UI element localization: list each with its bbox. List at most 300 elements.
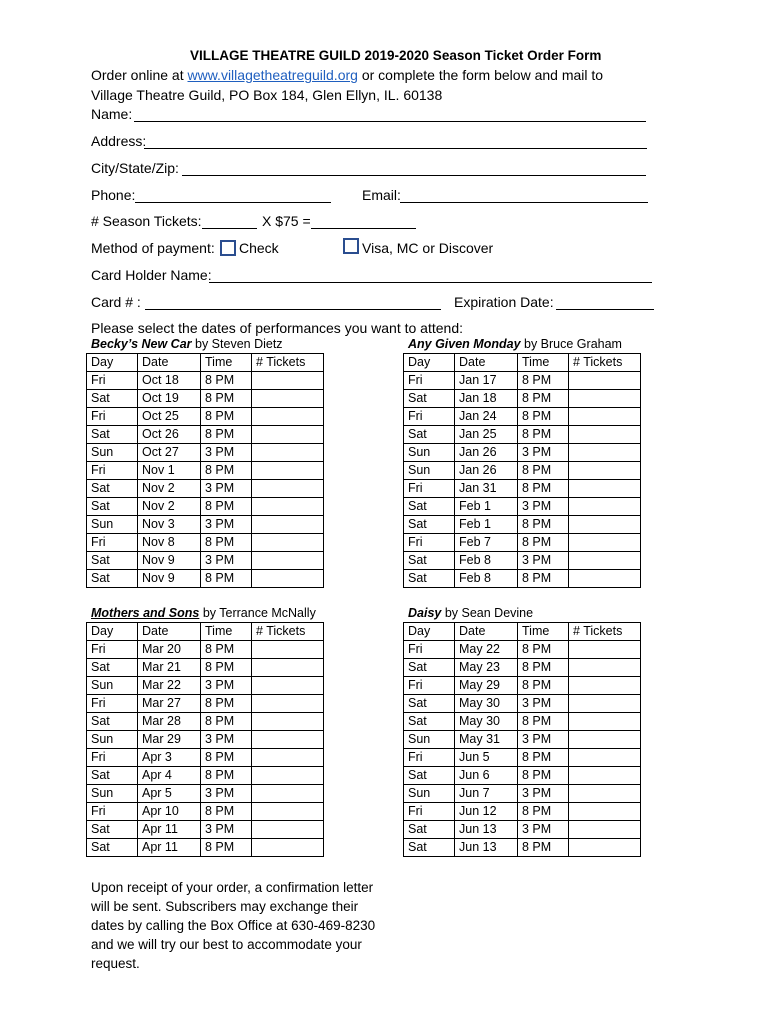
column-header: Day bbox=[87, 623, 138, 641]
check-checkbox[interactable] bbox=[220, 240, 236, 256]
performance-table bbox=[86, 622, 324, 857]
time-cell: 3 PM bbox=[201, 516, 252, 534]
time-cell: 3 PM bbox=[201, 480, 252, 498]
time-cell: 8 PM bbox=[201, 659, 252, 677]
table-header-row bbox=[404, 354, 641, 372]
time-cell: 8 PM bbox=[201, 372, 252, 390]
date-cell: Jun 7 bbox=[455, 785, 518, 803]
date-cell: Nov 9 bbox=[138, 570, 201, 588]
date-cell: Mar 28 bbox=[138, 713, 201, 731]
day-cell: Sun bbox=[404, 785, 455, 803]
column-header: # Tickets bbox=[569, 354, 641, 372]
column-header: Time bbox=[201, 354, 252, 372]
day-cell: Sat bbox=[87, 821, 138, 839]
time-cell: 3 PM bbox=[201, 785, 252, 803]
table-header-row bbox=[87, 623, 324, 641]
check-label: Check bbox=[239, 240, 279, 256]
time-cell: 3 PM bbox=[201, 821, 252, 839]
time-cell: 8 PM bbox=[518, 767, 569, 785]
tickets-input-cell[interactable] bbox=[252, 659, 324, 677]
time-cell: 8 PM bbox=[201, 695, 252, 713]
date-cell: May 30 bbox=[455, 713, 518, 731]
table-row bbox=[87, 498, 324, 516]
date-cell: Feb 7 bbox=[455, 534, 518, 552]
tickets-input-cell[interactable] bbox=[252, 695, 324, 713]
table-row bbox=[404, 570, 641, 588]
day-cell: Sat bbox=[87, 713, 138, 731]
website-link[interactable]: www.villagetheatreguild.org bbox=[187, 67, 358, 83]
time-cell: 3 PM bbox=[518, 821, 569, 839]
tickets-input-cell[interactable] bbox=[252, 731, 324, 749]
day-cell: Sun bbox=[87, 677, 138, 695]
table-row bbox=[404, 408, 641, 426]
date-cell: Jan 17 bbox=[455, 372, 518, 390]
total-field[interactable] bbox=[311, 228, 416, 229]
time-cell: 8 PM bbox=[518, 390, 569, 408]
mail-address: Village Theatre Guild, PO Box 184, Glen Ellyn, IL. 60138 bbox=[91, 87, 443, 103]
table-row bbox=[404, 462, 641, 480]
date-cell: Mar 21 bbox=[138, 659, 201, 677]
time-cell: 8 PM bbox=[201, 462, 252, 480]
date-cell: Nov 8 bbox=[138, 534, 201, 552]
day-cell: Sat bbox=[404, 767, 455, 785]
date-cell: Nov 2 bbox=[138, 498, 201, 516]
time-cell: 8 PM bbox=[201, 390, 252, 408]
show-title: Becky’s New Car bbox=[91, 337, 192, 351]
time-cell: 8 PM bbox=[518, 426, 569, 444]
tickets-input-cell[interactable] bbox=[252, 498, 324, 516]
date-cell: Jan 26 bbox=[455, 444, 518, 462]
column-header: Time bbox=[518, 354, 569, 372]
tickets-input-cell[interactable] bbox=[252, 570, 324, 588]
tickets-input-cell[interactable] bbox=[252, 749, 324, 767]
tickets-input-cell[interactable] bbox=[569, 839, 641, 857]
table-row bbox=[87, 390, 324, 408]
address-label: Address: bbox=[91, 133, 147, 149]
day-cell: Sat bbox=[404, 552, 455, 570]
time-cell: 8 PM bbox=[201, 570, 252, 588]
time-cell: 8 PM bbox=[518, 659, 569, 677]
date-cell: Apr 10 bbox=[138, 803, 201, 821]
date-cell: Apr 5 bbox=[138, 785, 201, 803]
city-label: City/State/Zip: bbox=[91, 160, 179, 176]
table-row bbox=[87, 426, 324, 444]
date-cell: Feb 8 bbox=[455, 552, 518, 570]
time-cell: 8 PM bbox=[518, 480, 569, 498]
time-cell: 8 PM bbox=[518, 713, 569, 731]
table-row bbox=[87, 444, 324, 462]
table-row bbox=[87, 570, 324, 588]
day-cell: Fri bbox=[404, 408, 455, 426]
time-cell: 8 PM bbox=[201, 641, 252, 659]
time-cell: 3 PM bbox=[201, 444, 252, 462]
tickets-input-cell[interactable] bbox=[569, 534, 641, 552]
day-cell: Sat bbox=[87, 426, 138, 444]
day-cell: Sat bbox=[404, 839, 455, 857]
day-cell: Sat bbox=[404, 390, 455, 408]
column-header: # Tickets bbox=[252, 354, 324, 372]
expiration-label: Expiration Date: bbox=[454, 294, 554, 310]
date-cell: Feb 1 bbox=[455, 498, 518, 516]
day-cell: Fri bbox=[404, 480, 455, 498]
table-row bbox=[404, 641, 641, 659]
select-prompt: Please select the dates of performances you want to attend: bbox=[91, 320, 463, 336]
day-cell: Fri bbox=[404, 677, 455, 695]
table-row bbox=[87, 408, 324, 426]
tickets-input-cell[interactable] bbox=[569, 552, 641, 570]
column-header: Time bbox=[518, 623, 569, 641]
show-title: Any Given Monday bbox=[408, 337, 521, 351]
email-field[interactable] bbox=[400, 202, 648, 203]
card-checkbox[interactable] bbox=[343, 238, 359, 254]
tickets-input-cell[interactable] bbox=[569, 731, 641, 749]
table-row bbox=[404, 534, 641, 552]
expiration-field[interactable] bbox=[556, 309, 654, 310]
table-row bbox=[404, 659, 641, 677]
day-cell: Sun bbox=[87, 731, 138, 749]
phone-field[interactable] bbox=[135, 202, 331, 203]
table-row bbox=[404, 498, 641, 516]
time-cell: 8 PM bbox=[201, 767, 252, 785]
table-row bbox=[87, 821, 324, 839]
card-holder-field[interactable] bbox=[209, 282, 652, 283]
time-cell: 8 PM bbox=[518, 534, 569, 552]
column-header: Time bbox=[201, 623, 252, 641]
tickets-input-cell[interactable] bbox=[252, 390, 324, 408]
date-cell: Feb 8 bbox=[455, 570, 518, 588]
tickets-input-cell[interactable] bbox=[569, 498, 641, 516]
season-tickets-field[interactable] bbox=[202, 228, 257, 229]
day-cell: Sat bbox=[87, 570, 138, 588]
tickets-input-cell[interactable] bbox=[569, 821, 641, 839]
day-cell: Sat bbox=[87, 552, 138, 570]
tickets-input-cell[interactable] bbox=[252, 713, 324, 731]
show-title: Mothers and Sons bbox=[91, 606, 200, 620]
tickets-input-cell[interactable] bbox=[569, 641, 641, 659]
time-cell: 8 PM bbox=[201, 713, 252, 731]
date-cell: Oct 26 bbox=[138, 426, 201, 444]
day-cell: Fri bbox=[87, 534, 138, 552]
table-row bbox=[87, 480, 324, 498]
date-cell: Nov 9 bbox=[138, 552, 201, 570]
date-cell: Oct 27 bbox=[138, 444, 201, 462]
day-cell: Fri bbox=[87, 641, 138, 659]
day-cell: Sat bbox=[87, 659, 138, 677]
day-cell: Fri bbox=[404, 749, 455, 767]
table-row bbox=[404, 390, 641, 408]
day-cell: Fri bbox=[87, 803, 138, 821]
email-label: Email: bbox=[362, 187, 401, 203]
day-cell: Fri bbox=[87, 462, 138, 480]
time-cell: 8 PM bbox=[518, 677, 569, 695]
tickets-input-cell[interactable] bbox=[252, 462, 324, 480]
tickets-input-cell[interactable] bbox=[569, 480, 641, 498]
tickets-input-cell[interactable] bbox=[569, 372, 641, 390]
date-cell: Apr 11 bbox=[138, 821, 201, 839]
card-holder-label: Card Holder Name: bbox=[91, 267, 212, 283]
tickets-input-cell[interactable] bbox=[252, 534, 324, 552]
order-suffix: or complete the form below and mail to bbox=[357, 67, 604, 83]
date-cell: Mar 20 bbox=[138, 641, 201, 659]
performance-table bbox=[403, 353, 641, 588]
date-cell: Jan 18 bbox=[455, 390, 518, 408]
tickets-input-cell[interactable] bbox=[569, 444, 641, 462]
time-cell: 8 PM bbox=[518, 516, 569, 534]
tickets-input-cell[interactable] bbox=[569, 767, 641, 785]
day-cell: Sun bbox=[87, 516, 138, 534]
day-cell: Sun bbox=[404, 462, 455, 480]
time-cell: 8 PM bbox=[201, 749, 252, 767]
show-author: by Terrance McNally bbox=[199, 606, 316, 620]
table-row bbox=[87, 677, 324, 695]
table-row bbox=[87, 641, 324, 659]
date-cell: Jun 12 bbox=[455, 803, 518, 821]
table-row bbox=[404, 713, 641, 731]
table-row bbox=[87, 372, 324, 390]
date-cell: Mar 27 bbox=[138, 695, 201, 713]
table-row bbox=[404, 803, 641, 821]
time-cell: 8 PM bbox=[201, 803, 252, 821]
day-cell: Sat bbox=[404, 713, 455, 731]
form-title: VILLAGE THEATRE GUILD 2019-2020 Season Ticket Order Form bbox=[190, 48, 602, 63]
time-cell: 8 PM bbox=[518, 408, 569, 426]
table-row bbox=[87, 516, 324, 534]
date-cell: Jan 24 bbox=[455, 408, 518, 426]
tickets-input-cell[interactable] bbox=[252, 767, 324, 785]
table-row bbox=[404, 552, 641, 570]
day-cell: Sat bbox=[87, 839, 138, 857]
tickets-input-cell[interactable] bbox=[569, 749, 641, 767]
tickets-input-cell[interactable] bbox=[569, 462, 641, 480]
day-cell: Fri bbox=[404, 803, 455, 821]
time-cell: 8 PM bbox=[518, 803, 569, 821]
table-row bbox=[87, 785, 324, 803]
table-row bbox=[87, 749, 324, 767]
card-option-label: Visa, MC or Discover bbox=[362, 240, 494, 256]
show-heading bbox=[408, 606, 533, 620]
show-author: by Steven Dietz bbox=[191, 337, 283, 351]
tickets-input-cell[interactable] bbox=[569, 803, 641, 821]
day-cell: Sat bbox=[404, 659, 455, 677]
time-cell: 8 PM bbox=[201, 498, 252, 516]
table-row bbox=[87, 695, 324, 713]
time-cell: 3 PM bbox=[201, 677, 252, 695]
tickets-input-cell[interactable] bbox=[569, 659, 641, 677]
time-cell: 3 PM bbox=[518, 731, 569, 749]
date-cell: Nov 1 bbox=[138, 462, 201, 480]
table-row bbox=[87, 552, 324, 570]
name-field[interactable] bbox=[134, 121, 646, 122]
table-row bbox=[87, 659, 324, 677]
date-cell: Feb 1 bbox=[455, 516, 518, 534]
show-heading bbox=[91, 606, 316, 620]
tickets-input-cell[interactable] bbox=[252, 803, 324, 821]
tickets-input-cell[interactable] bbox=[252, 516, 324, 534]
table-row bbox=[404, 821, 641, 839]
card-number-field[interactable] bbox=[145, 309, 441, 310]
show-heading bbox=[408, 337, 622, 351]
date-cell: Nov 3 bbox=[138, 516, 201, 534]
performance-table bbox=[86, 353, 324, 588]
table-row bbox=[87, 767, 324, 785]
column-header: # Tickets bbox=[252, 623, 324, 641]
date-cell: May 23 bbox=[455, 659, 518, 677]
day-cell: Sun bbox=[404, 444, 455, 462]
date-cell: Oct 19 bbox=[138, 390, 201, 408]
season-tickets-label: # Season Tickets: bbox=[91, 213, 202, 229]
table-row bbox=[404, 677, 641, 695]
tickets-input-cell[interactable] bbox=[252, 444, 324, 462]
table-row bbox=[404, 516, 641, 534]
table-row bbox=[87, 462, 324, 480]
payment-label: Method of payment: bbox=[91, 240, 215, 256]
date-cell: Mar 29 bbox=[138, 731, 201, 749]
day-cell: Sat bbox=[87, 480, 138, 498]
day-cell: Sat bbox=[87, 767, 138, 785]
show-author: by Bruce Graham bbox=[520, 337, 622, 351]
day-cell: Fri bbox=[404, 372, 455, 390]
tickets-input-cell[interactable] bbox=[569, 785, 641, 803]
time-cell: 3 PM bbox=[518, 444, 569, 462]
tickets-input-cell[interactable] bbox=[569, 695, 641, 713]
table-row bbox=[404, 426, 641, 444]
tickets-input-cell[interactable] bbox=[569, 516, 641, 534]
time-cell: 8 PM bbox=[201, 426, 252, 444]
day-cell: Sat bbox=[404, 516, 455, 534]
column-header: Day bbox=[87, 354, 138, 372]
date-cell: Jun 6 bbox=[455, 767, 518, 785]
column-header: Date bbox=[455, 354, 518, 372]
table-row bbox=[404, 444, 641, 462]
time-cell: 3 PM bbox=[518, 552, 569, 570]
table-row bbox=[404, 480, 641, 498]
time-cell: 8 PM bbox=[518, 839, 569, 857]
show-author: by Sean Devine bbox=[441, 606, 534, 620]
date-cell: Oct 18 bbox=[138, 372, 201, 390]
day-cell: Fri bbox=[87, 749, 138, 767]
time-cell: 8 PM bbox=[518, 749, 569, 767]
tickets-input-cell[interactable] bbox=[252, 821, 324, 839]
time-cell: 3 PM bbox=[518, 498, 569, 516]
price-label: X $75 = bbox=[262, 213, 311, 229]
time-cell: 3 PM bbox=[201, 552, 252, 570]
tickets-input-cell[interactable] bbox=[569, 408, 641, 426]
order-prefix: Order online at bbox=[91, 67, 188, 83]
tickets-input-cell[interactable] bbox=[569, 713, 641, 731]
tickets-input-cell[interactable] bbox=[252, 552, 324, 570]
time-cell: 3 PM bbox=[518, 785, 569, 803]
column-header: Date bbox=[138, 354, 201, 372]
tickets-input-cell[interactable] bbox=[569, 570, 641, 588]
day-cell: Sat bbox=[87, 498, 138, 516]
date-cell: Nov 2 bbox=[138, 480, 201, 498]
table-row bbox=[87, 534, 324, 552]
performance-table bbox=[403, 622, 641, 857]
time-cell: 8 PM bbox=[518, 372, 569, 390]
day-cell: Sat bbox=[404, 570, 455, 588]
day-cell: Fri bbox=[87, 408, 138, 426]
date-cell: May 31 bbox=[455, 731, 518, 749]
day-cell: Sun bbox=[87, 444, 138, 462]
column-header: # Tickets bbox=[569, 623, 641, 641]
confirmation-note: Upon receipt of your order, a confirmation letter will be sent. Subscribers may exchange their dates by calling the Box Office at 630-469-8230 and we will try our best to accommodate your request. bbox=[91, 880, 376, 971]
table-row bbox=[404, 372, 641, 390]
day-cell: Fri bbox=[87, 372, 138, 390]
tickets-input-cell[interactable] bbox=[569, 677, 641, 695]
day-cell: Fri bbox=[404, 641, 455, 659]
day-cell: Sun bbox=[404, 731, 455, 749]
address-field[interactable] bbox=[144, 148, 647, 149]
table-row bbox=[404, 749, 641, 767]
name-label: Name: bbox=[91, 106, 133, 122]
time-cell: 3 PM bbox=[518, 695, 569, 713]
tickets-input-cell[interactable] bbox=[569, 390, 641, 408]
date-cell: Jun 5 bbox=[455, 749, 518, 767]
tickets-input-cell[interactable] bbox=[252, 641, 324, 659]
date-cell: May 29 bbox=[455, 677, 518, 695]
show-title: Daisy bbox=[408, 606, 442, 620]
tickets-input-cell[interactable] bbox=[252, 372, 324, 390]
date-cell: Jun 13 bbox=[455, 839, 518, 857]
column-header: Date bbox=[138, 623, 201, 641]
date-cell: Apr 4 bbox=[138, 767, 201, 785]
time-cell: 8 PM bbox=[201, 408, 252, 426]
tickets-input-cell[interactable] bbox=[252, 677, 324, 695]
date-cell: Mar 22 bbox=[138, 677, 201, 695]
date-cell: Oct 25 bbox=[138, 408, 201, 426]
table-row bbox=[87, 731, 324, 749]
table-row bbox=[404, 839, 641, 857]
tickets-input-cell[interactable] bbox=[252, 839, 324, 857]
table-row bbox=[404, 767, 641, 785]
tickets-input-cell[interactable] bbox=[252, 785, 324, 803]
tickets-input-cell[interactable] bbox=[252, 408, 324, 426]
phone-label: Phone: bbox=[91, 187, 136, 203]
column-header: Day bbox=[404, 354, 455, 372]
time-cell: 8 PM bbox=[518, 641, 569, 659]
tickets-input-cell[interactable] bbox=[252, 426, 324, 444]
table-row bbox=[87, 803, 324, 821]
day-cell: Sat bbox=[404, 498, 455, 516]
table-row bbox=[404, 695, 641, 713]
time-cell: 3 PM bbox=[201, 731, 252, 749]
table-row bbox=[87, 839, 324, 857]
table-row bbox=[87, 713, 324, 731]
time-cell: 8 PM bbox=[518, 462, 569, 480]
day-cell: Sun bbox=[87, 785, 138, 803]
table-row bbox=[404, 785, 641, 803]
tickets-input-cell[interactable] bbox=[252, 480, 324, 498]
day-cell: Sat bbox=[404, 821, 455, 839]
date-cell: May 30 bbox=[455, 695, 518, 713]
date-cell: May 22 bbox=[455, 641, 518, 659]
city-state-zip-field[interactable] bbox=[182, 175, 646, 176]
table-header-row bbox=[87, 354, 324, 372]
day-cell: Sat bbox=[87, 390, 138, 408]
table-header-row bbox=[404, 623, 641, 641]
tickets-input-cell[interactable] bbox=[569, 426, 641, 444]
date-cell: Jan 25 bbox=[455, 426, 518, 444]
time-cell: 8 PM bbox=[201, 534, 252, 552]
date-cell: Jan 26 bbox=[455, 462, 518, 480]
day-cell: Sat bbox=[404, 695, 455, 713]
time-cell: 8 PM bbox=[518, 570, 569, 588]
date-cell: Apr 11 bbox=[138, 839, 201, 857]
show-heading bbox=[91, 337, 283, 351]
day-cell: Fri bbox=[87, 695, 138, 713]
date-cell: Apr 3 bbox=[138, 749, 201, 767]
card-number-label: Card # : bbox=[91, 294, 141, 310]
